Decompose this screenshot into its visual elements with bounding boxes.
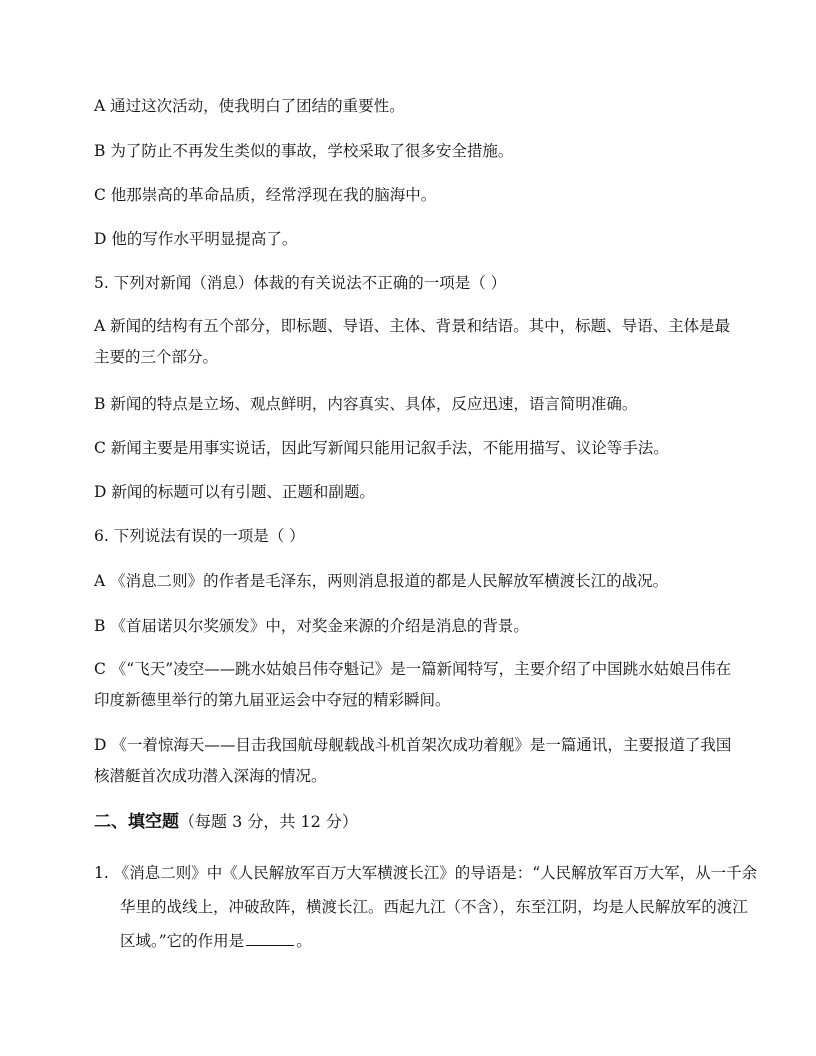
q4-option-a: A 通过这次活动，使我明白了团结的重要性。	[94, 97, 405, 115]
q6-option-a: A 《消息二则》的作者是毛泽东，两则消息报道的都是人民解放军横渡长江的战况。	[94, 572, 669, 590]
q5-stem: 5. 下列对新闻（消息）体裁的有关说法不正确的一项是（ ）	[94, 274, 507, 292]
fill-question-1-end: 。	[296, 932, 312, 950]
section-title: 二、填空题	[94, 812, 179, 832]
section-heading	[94, 806, 358, 838]
q6-option-d: D 《一着惊海天——目击我国航母舰载战斗机首架次成功着舰》是一篇通讯，主要报道了我国核潜艇首次成功潜入深海的情况。	[94, 736, 732, 785]
q6-option-b: B 《首届诺贝尔奖颁发》中，对奖金来源的介绍是消息的背景。	[94, 617, 529, 635]
q4-option-b: B 为了防止不再发生类似的事故，学校采取了很多安全措施。	[94, 142, 514, 160]
q6-option-c: C 《“飞天”凌空——跳水姑娘吕伟夺魁记》是一篇新闻特写，主要介绍了中国跳水姑娘吕伟在印度新德里举行的第九届亚运会中夺冠的精彩瞬间。	[94, 660, 732, 709]
q4-option-d: D 他的写作水平明显提高了。	[94, 230, 298, 248]
q5-option-a: A 新闻的结构有五个部分，即标题、导语、主体、背景和结语。其中，标题、导语、主体是最主要的三个部分。	[94, 317, 731, 366]
q5-option-c: C 新闻主要是用事实说话，因此写新闻只能用记叙手法，不能用描写、议论等手法。	[94, 439, 669, 457]
section-subtitle: （每题 3 分，共 12 分）	[179, 812, 358, 831]
q4-option-c: C 他那崇高的革命品质，经常浮现在我的脑海中。	[94, 186, 437, 204]
q6-stem: 6. 下列说法有误的一项是（ ）	[94, 527, 305, 545]
fill-question-1-text: 1. 《消息二则》中《人民解放军百万大军横渡长江》的导语是：“人民解放军百万大军，从一千余华里的战线上，冲破敌阵，横渡长江。西起九江（不含），东至江阴，均是人民解放军的渡江区域。”它的作用是	[94, 864, 758, 950]
answer-blank[interactable]	[246, 927, 294, 946]
q5-option-d: D 新闻的标题可以有引题、正题和副题。	[94, 483, 375, 501]
fill-question-1	[94, 856, 760, 958]
q5-option-b: B 新闻的特点是立场、观点鲜明，内容真实、具体，反应迅速，语言简明准确。	[94, 395, 638, 413]
